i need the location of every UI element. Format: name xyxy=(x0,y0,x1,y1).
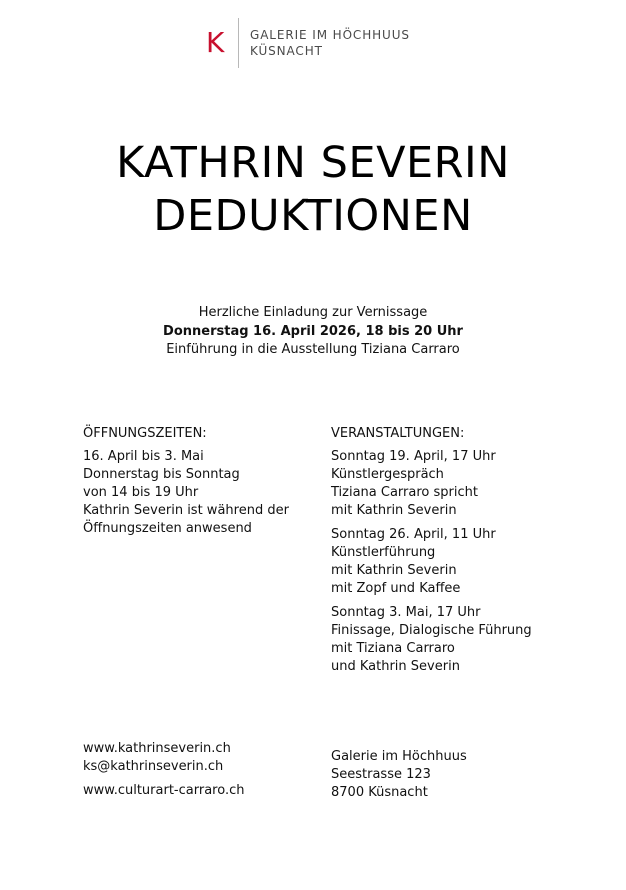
event-date: Sonntag 19. April, 17 Uhr xyxy=(331,449,496,464)
exhibition-title xyxy=(0,137,626,243)
opening-hours-line: Kathrin Severin ist während der xyxy=(83,503,289,518)
artist-email-link[interactable]: ks@kathrinseverin.ch xyxy=(83,759,224,774)
introduction-line: Einführung in die Ausstellung Tiziana Carraro xyxy=(166,342,460,357)
opening-hours-heading: ÖFFNUNGSZEITEN: xyxy=(83,426,207,441)
events-heading: VERANSTALTUNGEN: xyxy=(331,426,465,441)
event-date: Sonntag 3. Mai, 17 Uhr xyxy=(331,605,481,620)
vernissage-date: Donnerstag 16. April 2026, 18 bis 20 Uhr xyxy=(163,323,463,339)
event-date: Sonntag 26. April, 11 Uhr xyxy=(331,527,496,542)
logo-line-2: KÜSNACHT xyxy=(250,44,323,58)
artist-name: KATHRIN SEVERIN xyxy=(116,138,510,188)
event-detail: mit Kathrin Severin xyxy=(331,563,457,578)
event-item xyxy=(331,604,601,676)
event-detail: Tiziana Carraro spricht xyxy=(331,485,478,500)
event-title: Künstlergespräch xyxy=(331,467,444,482)
gallery-logo xyxy=(206,18,410,68)
artist-website-link[interactable]: www.kathrinseverin.ch xyxy=(83,741,231,756)
address-line: 8700 Küsnacht xyxy=(331,785,428,800)
opening-hours-line: von 14 bis 19 Uhr xyxy=(83,485,199,500)
event-title: Finissage, Dialogische Führung xyxy=(331,623,532,638)
event-item xyxy=(331,526,601,598)
event-detail: und Kathrin Severin xyxy=(331,659,460,674)
logo-divider xyxy=(238,18,239,68)
contact-links xyxy=(83,740,244,800)
logo-mark: K xyxy=(206,26,225,59)
address-line: Seestrasse 123 xyxy=(331,767,431,782)
event-detail: mit Kathrin Severin xyxy=(331,503,457,518)
address-line: Galerie im Höchhuus xyxy=(331,749,467,764)
invitation-line: Herzliche Einladung zur Vernissage xyxy=(198,305,428,320)
opening-hours-line: 16. April bis 3. Mai xyxy=(83,449,204,464)
opening-hours-line: Öffnungszeiten anwesend xyxy=(83,521,252,536)
events-section xyxy=(331,425,601,682)
logo-text xyxy=(250,27,410,59)
gallery-address xyxy=(331,748,467,802)
event-detail: mit Tiziana Carraro xyxy=(331,641,455,656)
event-detail: mit Zopf und Kaffee xyxy=(331,581,461,596)
logo-line-1: GALERIE IM HÖCHHUUS xyxy=(250,28,410,42)
invitation-block xyxy=(0,304,626,360)
opening-hours-section xyxy=(83,425,313,544)
exhibition-name: DEDUKTIONEN xyxy=(153,191,473,241)
opening-hours-line: Donnerstag bis Sonntag xyxy=(83,467,240,482)
event-title: Künstlerführung xyxy=(331,545,436,560)
curator-website-link[interactable]: www.culturart-carraro.ch xyxy=(83,783,245,798)
event-item xyxy=(331,448,601,520)
opening-hours-details xyxy=(83,448,313,538)
